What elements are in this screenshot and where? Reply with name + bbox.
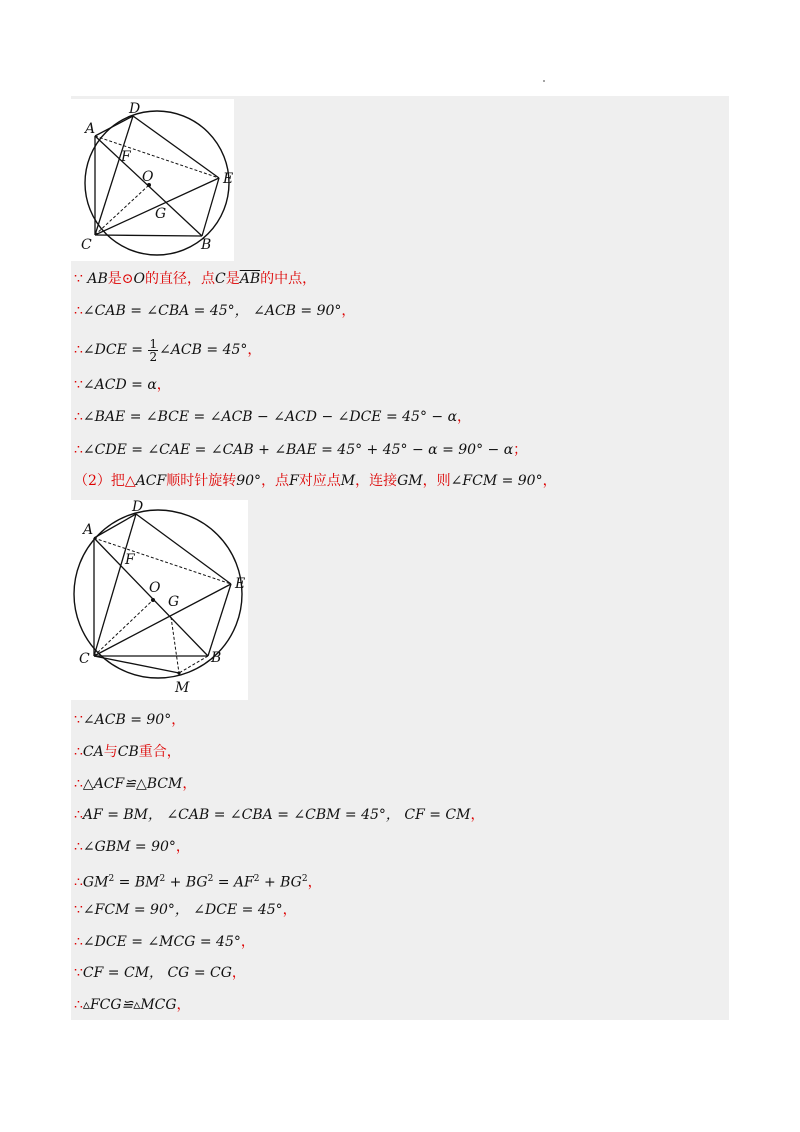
line-6: ∴∠CDE = ∠CAE = ∠CAB + ∠BAE = 45° + 45° − α = 90° − α； bbox=[74, 442, 528, 458]
label-e-2: E bbox=[235, 576, 246, 592]
figure-1 bbox=[71, 99, 234, 261]
label-b-2: B bbox=[211, 650, 222, 666]
line-7: （2）把△ACF顺时针旋转90°，点F对应点M，连接GM，则∠FCM = 90°， bbox=[74, 473, 557, 489]
line-17: ∴▵FCG≌▵MCG， bbox=[74, 997, 191, 1013]
label-b: B bbox=[201, 237, 212, 253]
line-2: ∴∠CAB = ∠CBA = 45°， ∠ACB = 90°， bbox=[74, 303, 356, 319]
line-10: ∴△ACF≌△BCM， bbox=[74, 776, 197, 792]
label-f-2: F bbox=[125, 552, 135, 568]
label-o: O bbox=[142, 169, 154, 185]
figure-2-svg bbox=[71, 500, 248, 700]
line-11: ∴AF = BM， ∠CAB = ∠CBA = ∠CBM = 45°， CF = CM， bbox=[74, 807, 485, 823]
line-12: ∴∠GBM = 90°， bbox=[74, 839, 190, 855]
line-3: ∴∠DCE = $\frac{1}{2}$ ∠ACB = 45°， bbox=[74, 336, 262, 364]
line-8: ∵∠ACB = 90°， bbox=[74, 712, 186, 728]
line-14: ∵∠FCM = 90°， ∠DCE = 45°， bbox=[74, 902, 297, 918]
label-o-2: O bbox=[149, 580, 161, 596]
figure-2 bbox=[71, 500, 248, 700]
page-dot bbox=[543, 80, 545, 82]
fraction-half: $\frac{1}{2}$ bbox=[149, 336, 158, 364]
label-d: D bbox=[129, 101, 141, 117]
solution-panel bbox=[71, 96, 729, 1020]
line-5: ∴∠BAE = ∠BCE = ∠ACB − ∠ACD − ∠DCE = 45° − α， bbox=[74, 409, 472, 425]
label-g: G bbox=[155, 206, 167, 222]
line-9: ∴CA与CB重合， bbox=[74, 744, 181, 760]
line-16: ∵CF = CM， CG = CG， bbox=[74, 965, 246, 981]
line-13: $\therefore GM^2 = BM^2 + BG^2 = AF^2 + BG^2$， bbox=[74, 874, 322, 891]
label-d-2: D bbox=[132, 500, 144, 515]
label-a-2: A bbox=[83, 522, 94, 538]
line-1: ∵ AB是⊙O的直径，点C是$\overline{AB}$的中点， bbox=[74, 271, 317, 287]
label-m-2: M bbox=[175, 680, 190, 696]
label-c-2: C bbox=[79, 651, 90, 667]
label-g-2: G bbox=[168, 594, 180, 610]
label-e: E bbox=[223, 171, 234, 187]
line-15: ∴∠DCE = ∠MCG = 45°， bbox=[74, 934, 255, 950]
line-4: ∵∠ACD = α， bbox=[74, 377, 171, 393]
label-c: C bbox=[81, 237, 92, 253]
label-f: F bbox=[121, 149, 131, 165]
label-a: A bbox=[85, 121, 96, 137]
figure-1-svg bbox=[71, 99, 234, 261]
